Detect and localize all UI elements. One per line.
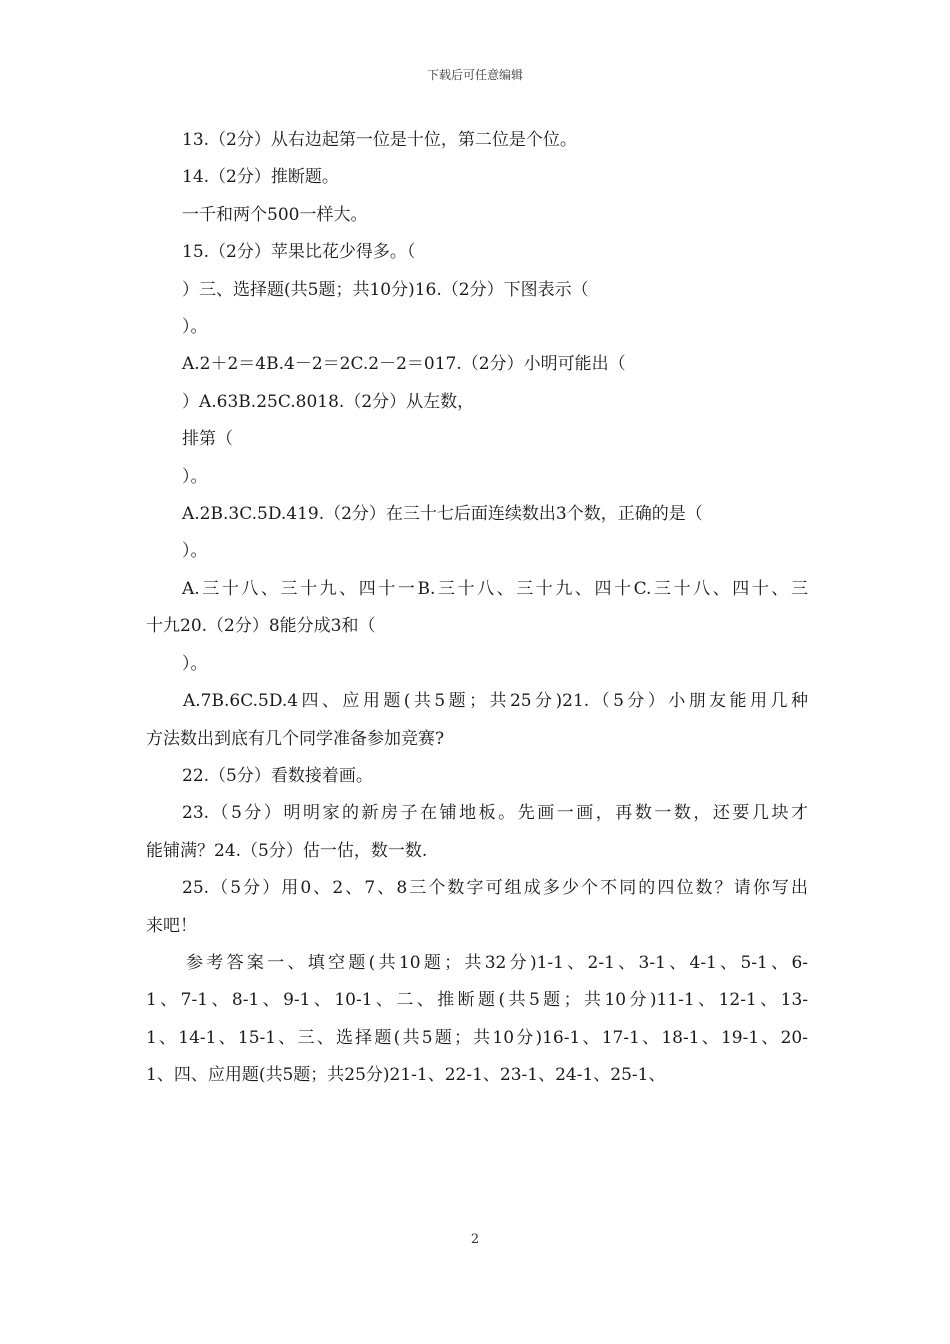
question-14-statement: 一千和两个500一样大。 bbox=[182, 204, 368, 225]
text-line: ）。 bbox=[182, 541, 208, 562]
text-line: ）。 bbox=[182, 653, 208, 674]
question-18-options-question-19: A.2B.3C.5D.419.（2分）在三十七后面连续数出3个数，正确的是（ bbox=[182, 504, 703, 525]
section-3-question-16: ）三、选择题(共5题；共10分)16.（2分）下图表示（ bbox=[182, 279, 589, 300]
question-17-options-question-18: ）A.63B.25C.8018.（2分）从左数， bbox=[182, 391, 475, 412]
question-14: 14.（2分）推断题。 bbox=[182, 167, 339, 188]
question-13: 13.（2分）从右边起第一位是十位，第二位是个位。 bbox=[182, 130, 577, 150]
question-21-cont: 方法数出到底有几个同学准备参加竞赛? bbox=[146, 728, 445, 749]
answer-key-line-2: 1、7-1、8-1、9-1、10-1、二、推断题(共5题；共10分)11-1、12-1、13- bbox=[146, 990, 808, 1011]
question-20: 十九20.（2分）8能分成3和（ bbox=[146, 616, 376, 637]
page-header: 下载后可任意编辑 bbox=[426, 68, 523, 82]
question-22: 22.（5分）看数接着画。 bbox=[182, 765, 373, 786]
text-line: 排第（ bbox=[182, 429, 233, 450]
question-16-options-question-17: A.2＋2＝4B.4－2＝2C.2－2＝017.（2分）小明可能出（ bbox=[182, 354, 626, 375]
document-body bbox=[146, 122, 808, 1095]
question-15: 15.（2分）苹果比花少得多。（ bbox=[182, 242, 416, 263]
question-23: 23.（5分）明明家的新房子在铺地板。先画一画，再数一数，还要几块才 bbox=[182, 803, 808, 824]
question-19-options: A.三十八、三十九、四十一B.三十八、三十九、四十C.三十八、四十、三 bbox=[182, 578, 808, 599]
question-25-cont: 来吧！ bbox=[146, 915, 197, 936]
text-line: ）。 bbox=[182, 466, 208, 487]
answer-key-line-1: 参考答案一、填空题(共10题；共32分)1-1、2-1、3-1、4-1、5-1、6- bbox=[186, 952, 808, 973]
answer-key-line-3: 1、14-1、15-1、三、选择题(共5题；共10分)16-1、17-1、18-1、19-1、20- bbox=[146, 1027, 808, 1048]
page-number: 2 bbox=[470, 1232, 480, 1247]
question-23-cont-question-24: 能铺满？24.（5分）估一估，数一数. bbox=[146, 840, 428, 861]
question-20-options-section-4: A.7B.6C.5D.4四、应用题(共5题；共25分)21.（5分）小朋友能用几种 bbox=[183, 691, 808, 712]
question-25: 25.（5分）用0、2、7、8三个数字可组成多少个不同的四位数？请你写出 bbox=[182, 878, 808, 899]
answer-key-line-4: 1、四、应用题(共5题；共25分)21-1、22-1、23-1、24-1、25-1、 bbox=[146, 1065, 666, 1086]
text-line: ）。 bbox=[182, 317, 208, 338]
